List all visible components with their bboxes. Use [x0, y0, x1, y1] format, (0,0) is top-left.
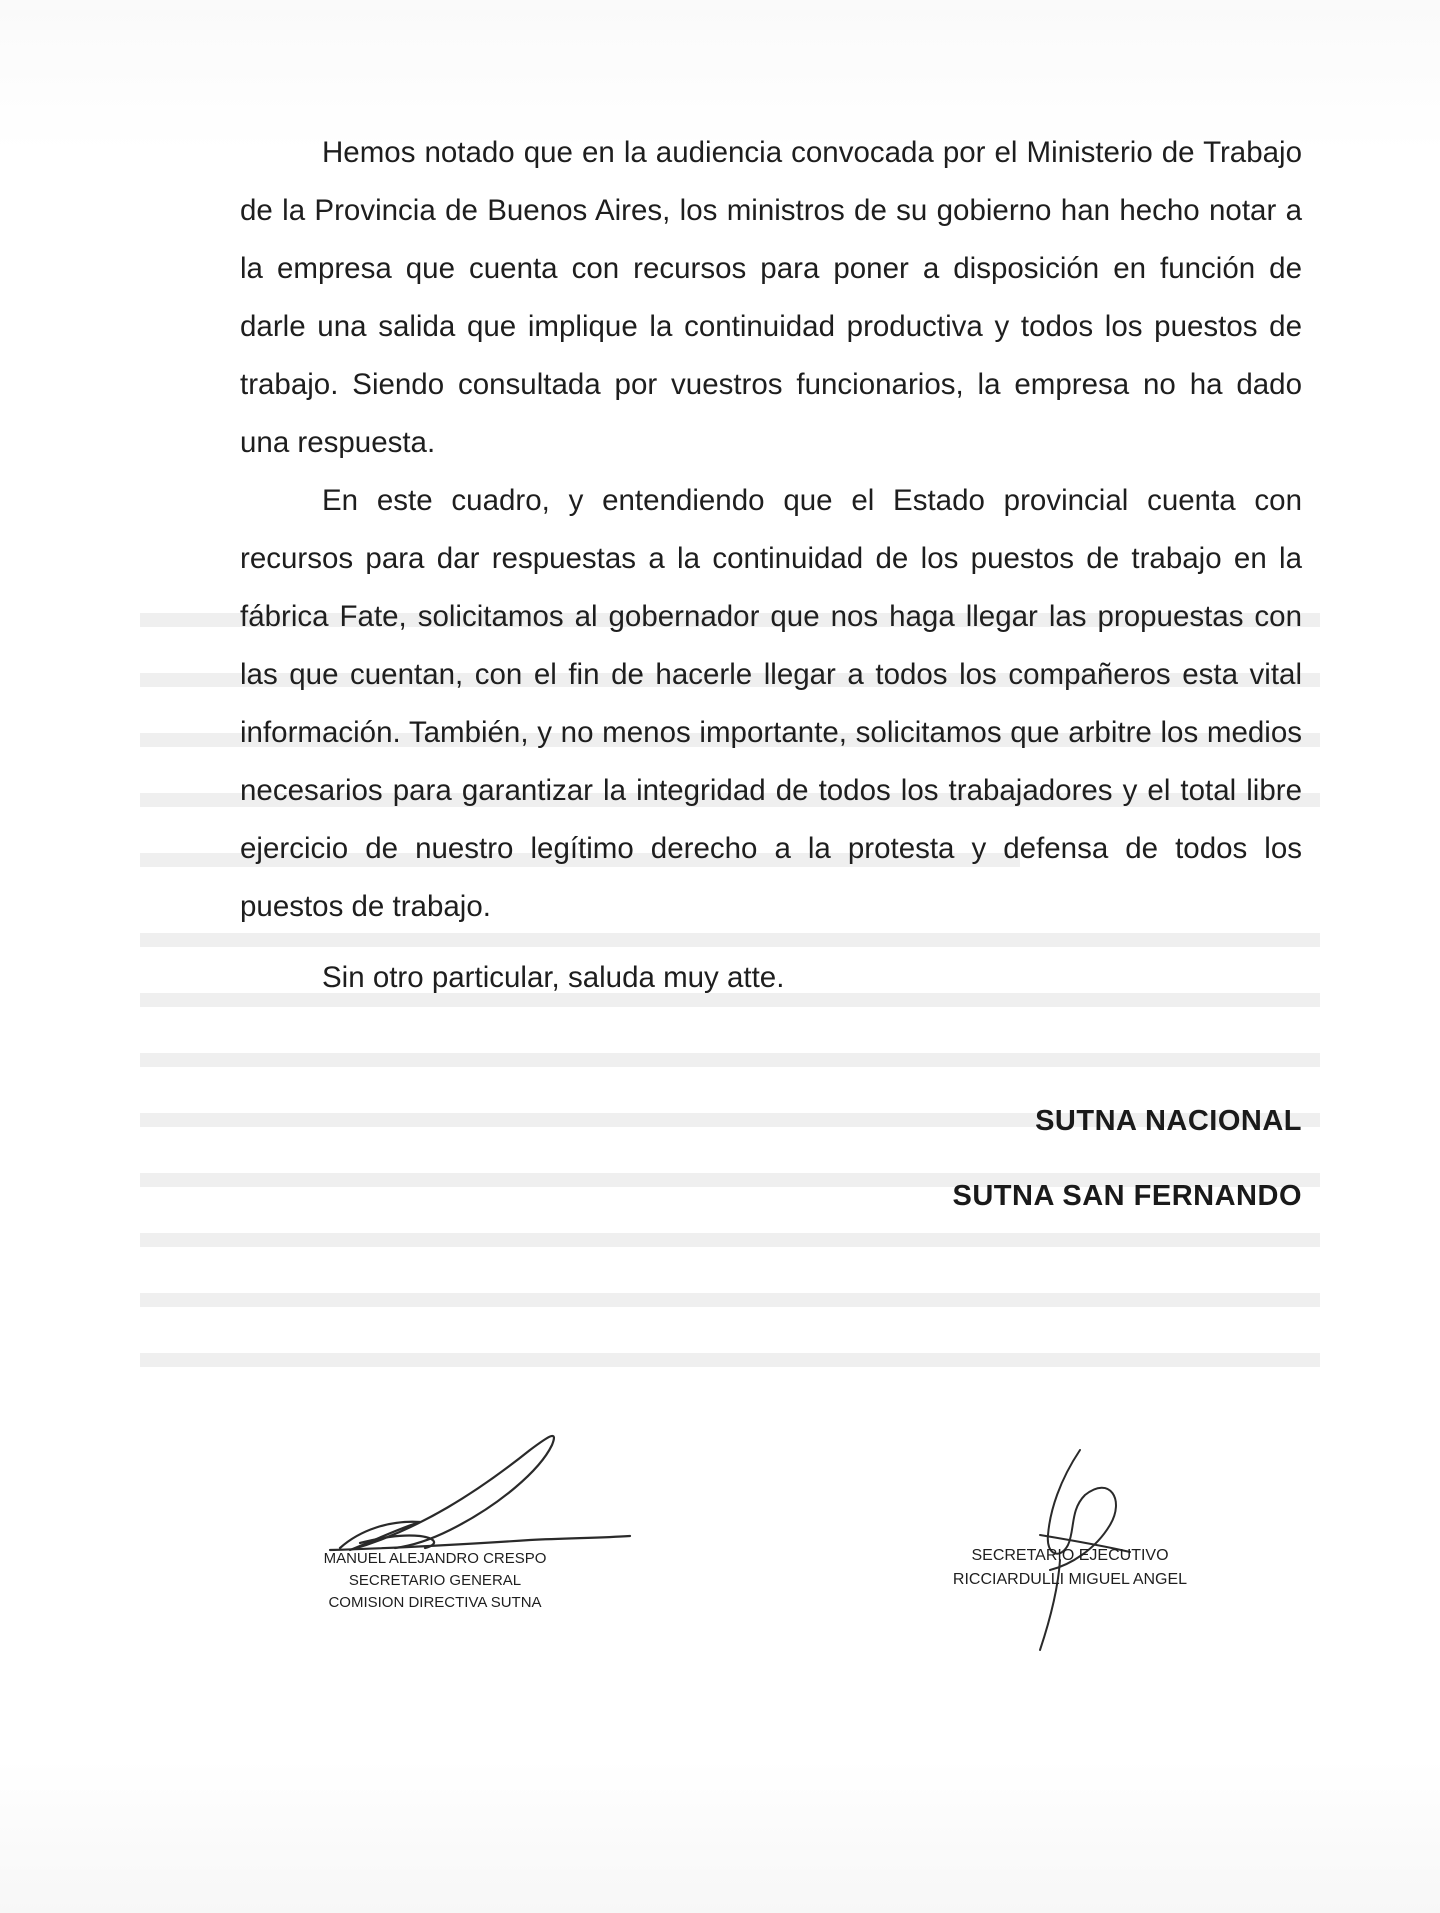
signature-block-right — [935, 1544, 1205, 1592]
closing-line: Sin otro particular, saluda muy atte. — [322, 961, 785, 994]
handwritten-signature-left — [300, 1410, 640, 1560]
signer-left-name: MANUEL ALEJANDRO CRESPO — [323, 1550, 547, 1567]
signer-right-name: RICCIARDULLI MIGUEL ANGEL — [952, 1571, 1188, 1588]
paragraph-1: Hemos notado que en la audiencia convocada por el Ministerio de Trabajo de la Provincia de Buenos Aires, los ministros de su gobierno han hecho notar a la empresa que cuenta con recursos para poner a disposición en función de darle una salida que implique la continuidad productiva y todos los puestos de trabajo. Siendo consultada por vuestros funcionarios, la empresa no ha dado una respuesta. — [240, 136, 1302, 459]
letter-body — [240, 124, 1302, 936]
paragraph-2: En este cuadro, y entendiendo que el Estado provincial cuenta con recursos para dar respuestas a la continuidad de los puestos de trabajo en la fábrica Fate, solicitamos al gobernador que nos haga llegar las propuestas con las que cuentan, con el fin de hacerle llegar a todos los compañeros esta vital información. También, y no menos importante, solicitamos que arbitre los medios necesarios para garantizar la integridad de todos los trabajadores y el total libre ejercicio de nuestro legítimo derecho a la protesta y defensa de todos los puestos de trabajo. — [240, 484, 1302, 923]
signer-left-role: SECRETARIO GENERAL — [348, 1572, 522, 1589]
signer-right-role: SECRETARIO EJECUTIVO — [971, 1547, 1169, 1564]
signer-left-body: COMISION DIRECTIVA SUTNA — [328, 1594, 542, 1611]
signature-block-left — [300, 1548, 570, 1614]
organization-sutna-san-fernando: SUTNA SAN FERNANDO — [952, 1180, 1302, 1212]
organization-sutna-nacional: SUTNA NACIONAL — [1035, 1105, 1302, 1137]
